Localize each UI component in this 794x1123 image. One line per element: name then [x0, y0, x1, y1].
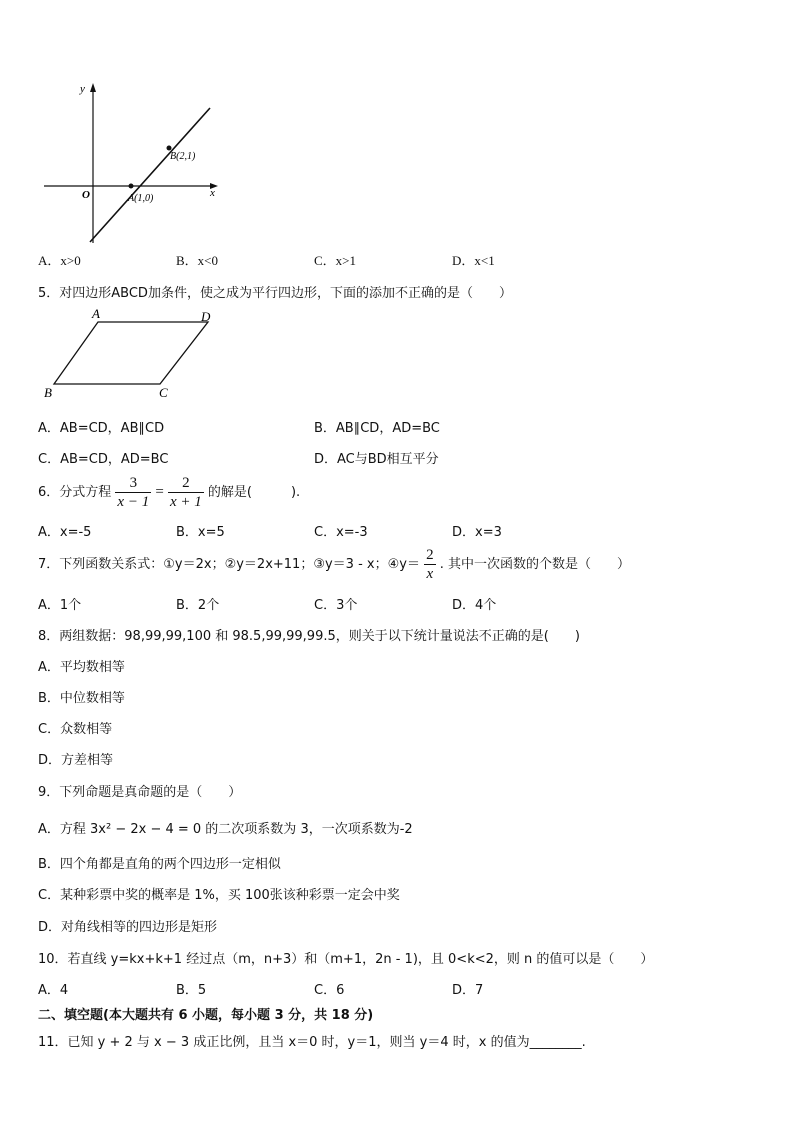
y-axis-label: y [80, 83, 85, 95]
q7-option-a: A．1个 [38, 598, 82, 613]
q10-option-c: C．6 [314, 983, 345, 998]
point-b [167, 146, 172, 151]
graph-line [90, 108, 210, 242]
q5-option-d: D．AC与BD相互平分 [314, 452, 439, 467]
q6-prefix: 6．分式方程 [38, 485, 112, 500]
q4-option-d: D．x<1 [452, 253, 495, 268]
vertex-d: D [201, 309, 211, 324]
q6-stem [38, 470, 300, 515]
vertex-a: A [92, 306, 100, 321]
q8-option-b: B．中位数相等 [38, 691, 125, 706]
q11-stem: 11．已知 y + 2 与 x − 3 成正比例，且当 x＝0 时，y＝1，则当 y＝4 时，x 的值为________. [38, 1035, 586, 1050]
q10-option-a: A．4 [38, 983, 69, 998]
q4-option-b: B．x<0 [176, 253, 219, 268]
y-axis-arrow [90, 83, 96, 92]
q8-option-a: A．平均数相等 [38, 660, 125, 675]
q7-stem [38, 543, 630, 587]
q6-option-d: D．x=3 [452, 525, 502, 540]
q7-option-d: D．4个 [452, 598, 497, 613]
q4-option-c: C．x>1 [314, 253, 357, 268]
q6-lhs-fraction: $\frac{3}{x - 1}$ [117, 475, 150, 510]
q6-equals: = [155, 484, 164, 500]
q9-option-b: B．四个角都是直角的两个四边形一定相似 [38, 857, 281, 872]
q8-option-c: C．众数相等 [38, 722, 113, 737]
parallelogram-figure [38, 304, 228, 400]
q4-option-a: A．x>0 [38, 253, 81, 268]
vertex-c: C [159, 385, 168, 400]
q9-option-d: D．对角线相等的四边形是矩形 [38, 920, 218, 935]
origin-label: O [82, 189, 90, 201]
vertex-b: B [44, 385, 52, 400]
point-b-label: B(2,1) [170, 151, 196, 162]
q10-option-d: D．7 [452, 983, 484, 998]
q9-stem: 9．下列命题是真命题的是（ ） [38, 785, 242, 800]
point-a-label: A(1,0) [128, 193, 154, 204]
q6-rhs-fraction: $\frac{2}{x + 1}$ [169, 475, 202, 510]
q9-option-c: C．某种彩票中奖的概率是 1%，买 100张该种彩票一定会中奖 [38, 888, 400, 903]
q5-option-c: C．AB=CD，AD=BC [38, 452, 169, 467]
line-graph [38, 78, 228, 248]
q6-option-a: A．x=-5 [38, 525, 92, 540]
q5-option-a: A．AB=CD，AB∥CD [38, 421, 165, 436]
q9-option-a: A．方程 3x² − 2x − 4 = 0 的二次项系数为 3，一次项系数为-2 [38, 822, 413, 837]
q7-option-c: C．3个 [314, 598, 358, 613]
q6-option-c: C．x=-3 [314, 525, 368, 540]
point-a [129, 184, 134, 189]
q6-suffix: 的解是( ). [207, 485, 301, 500]
section-heading: 二、填空题(本大题共有 6 小题，每小题 3 分，共 18 分) [38, 1008, 374, 1023]
q5-option-b: B．AB∥CD，AD=BC [314, 421, 440, 436]
q7-fraction: $\frac{2}{x}$ [426, 547, 434, 582]
x-axis-label: x [210, 187, 215, 199]
q7-suffix: . 其中一次函数的个数是（ ） [439, 557, 630, 572]
parallelogram [54, 322, 208, 384]
q8-stem: 8．两组数据：98,99,99,100 和 98.5,99,99,99.5，则关于以下统计量说法不正确的是( ) [38, 629, 580, 644]
q5-stem: 5．对四边形ABCD加条件，使之成为平行四边形，下面的添加不正确的是（ ） [38, 286, 512, 301]
q7-prefix: 7．下列函数关系式：①y＝2x；②y＝2x+11；③y＝3 - x；④y＝ [38, 557, 420, 572]
q7-option-b: B．2个 [176, 598, 220, 613]
q6-option-b: B．x=5 [176, 525, 225, 540]
q10-option-b: B．5 [176, 983, 207, 998]
q10-stem: 10．若直线 y=kx+k+1 经过点（m，n+3）和（m+1，2n - 1)，且 0<k<2，则 n 的值可以是（ ） [38, 952, 654, 967]
q8-option-d: D．方差相等 [38, 753, 114, 768]
